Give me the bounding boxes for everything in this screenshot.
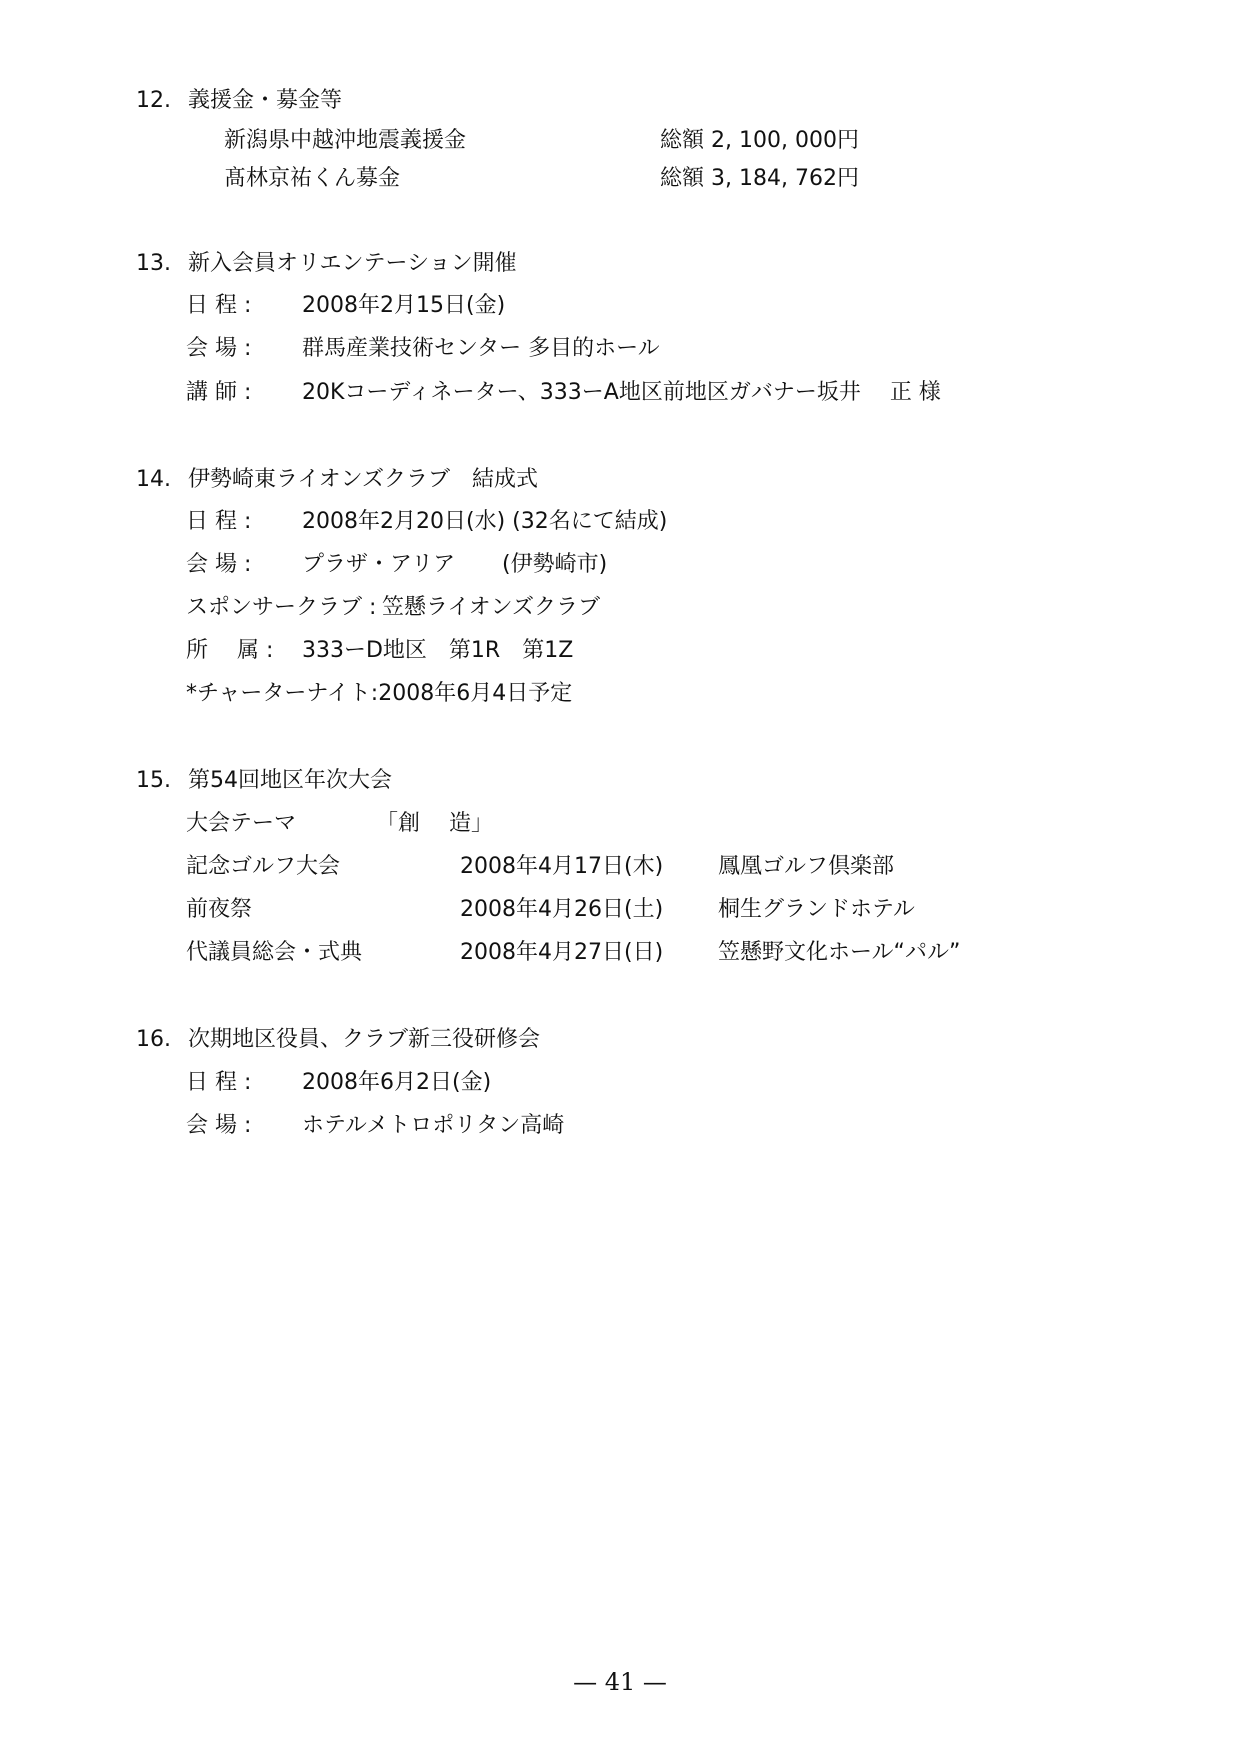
field-value: 333ーD地区 第1R 第1Z	[302, 638, 574, 663]
donation-label: 髙林京祐くん募金	[224, 166, 401, 191]
section-heading	[136, 465, 538, 495]
event-date: 2008年4月27日(日)	[460, 940, 664, 965]
event-name: 前夜祭	[186, 897, 253, 922]
section-heading	[136, 1025, 540, 1055]
section-title: 義援金・募金等	[188, 88, 343, 113]
field-label: 会 場 :	[186, 552, 252, 577]
section-title: 新入会員オリエンテーション開催	[188, 251, 517, 276]
note-text: *チャーターナイト:2008年6月4日予定	[186, 681, 573, 706]
field-value: 2008年6月2日(金)	[302, 1070, 492, 1095]
section-heading	[136, 86, 342, 116]
section-title: 伊勢崎東ライオンズクラブ 結成式	[188, 467, 539, 492]
event-place: 桐生グランドホテル	[718, 897, 915, 922]
field-label: 会 場 :	[186, 1113, 252, 1138]
section-heading	[136, 766, 392, 796]
section-number: 12.	[136, 88, 171, 113]
donation-amount: 総額 2, 100, 000円	[660, 128, 859, 153]
event-place: 鳳凰ゴルフ倶楽部	[718, 854, 895, 879]
event-name: 代議員総会・式典	[186, 940, 363, 965]
section-title: 第54回地区年次大会	[188, 768, 392, 793]
theme-value: 「創 造」	[376, 811, 493, 836]
field-label: 日 程 :	[186, 509, 252, 534]
field-value: 笠懸ライオンズクラブ	[382, 595, 601, 620]
section-number: 13.	[136, 251, 171, 276]
section-number: 15.	[136, 768, 171, 793]
donation-label: 新潟県中越沖地震義援金	[224, 128, 467, 153]
section-heading	[136, 249, 517, 279]
event-place: 笠懸野文化ホール“パル”	[718, 940, 961, 965]
page-number: — 41 —	[573, 1668, 667, 1696]
field-label: 所 属 :	[186, 638, 274, 663]
field-label: 日 程 :	[186, 293, 252, 318]
event-date: 2008年4月17日(木)	[460, 854, 664, 879]
field-extra: (伊勢崎市)	[502, 552, 608, 577]
field-label: 日 程 :	[186, 1070, 252, 1095]
event-name: 記念ゴルフ大会	[186, 854, 341, 879]
field-value: 2008年2月20日(水) (32名にて結成)	[302, 509, 668, 534]
field-value: 20Kコーディネーター、333ーA地区前地区ガバナー坂井 正 様	[302, 380, 941, 405]
section-number: 14.	[136, 467, 171, 492]
field-value: 群馬産業技術センター 多目的ホール	[302, 336, 660, 361]
event-date: 2008年4月26日(土)	[460, 897, 664, 922]
field-value: 2008年2月15日(金)	[302, 293, 506, 318]
section-number: 16.	[136, 1027, 171, 1052]
donation-amount: 総額 3, 184, 762円	[660, 166, 859, 191]
field-value: プラザ・アリア	[302, 552, 456, 577]
field-label: スポンサークラブ :	[186, 595, 377, 620]
field-label: 会 場 :	[186, 336, 252, 361]
theme-label: 大会テーマ	[186, 811, 297, 836]
section-title: 次期地区役員、クラブ新三役研修会	[188, 1027, 541, 1052]
field-value: ホテルメトロポリタン高崎	[302, 1113, 565, 1138]
field-label: 講 師 :	[186, 380, 252, 405]
